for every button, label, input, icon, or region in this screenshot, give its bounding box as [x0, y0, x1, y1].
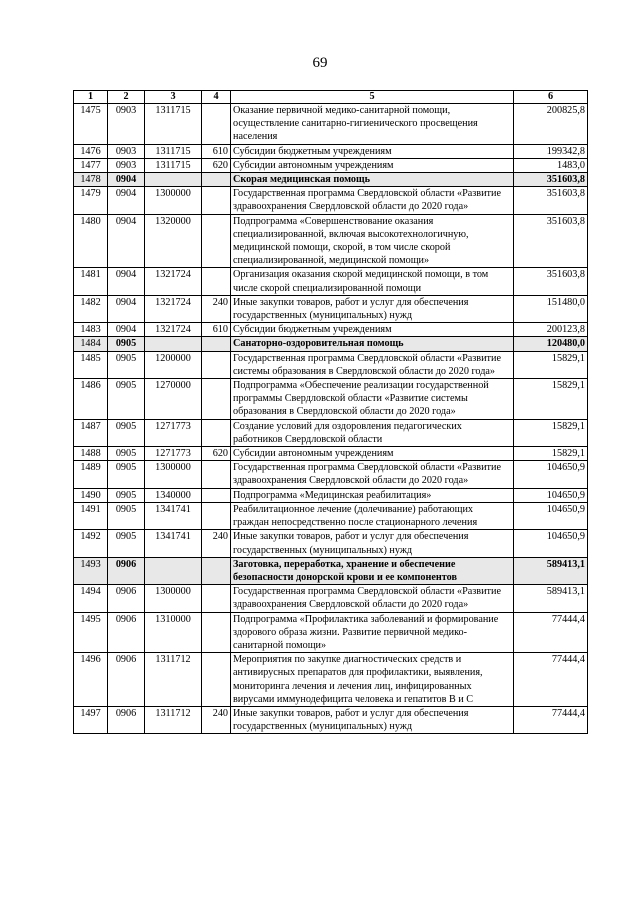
item-name-cell: Подпрограмма «Профилактика заболеваний и формирование здорового образа жизни. Развитие первичной медико-санитарной помощи»: [231, 612, 514, 653]
amount-cell: 589413,1: [514, 585, 588, 612]
expense-type-code-cell: 240: [202, 706, 231, 733]
amount-cell: 351603,8: [514, 268, 588, 295]
target-article-code-cell: [145, 337, 202, 351]
table-body: [74, 104, 588, 734]
row-number-cell: 1490: [74, 488, 108, 502]
table-row: [74, 612, 588, 653]
amount-cell: 15829,1: [514, 379, 588, 420]
section-code-cell: 0905: [108, 447, 145, 461]
expense-type-code-cell: [202, 461, 231, 488]
item-name-cell: Скорая медицинская помощь: [231, 173, 514, 187]
table-row: [74, 461, 588, 488]
row-number-cell: 1487: [74, 419, 108, 446]
section-code-cell: 0906: [108, 706, 145, 733]
target-article-code-cell: 1300000: [145, 585, 202, 612]
row-number-cell: 1480: [74, 214, 108, 268]
item-name-cell: Подпрограмма «Медицинская реабилитация»: [231, 488, 514, 502]
header-col-4: 4: [202, 91, 231, 104]
expense-type-code-cell: [202, 612, 231, 653]
row-number-cell: 1476: [74, 144, 108, 158]
row-number-cell: 1494: [74, 585, 108, 612]
section-code-cell: 0905: [108, 461, 145, 488]
row-number-cell: 1483: [74, 323, 108, 337]
item-name-cell: Государственная программа Свердловской области «Развитие здравоохранения Свердловской области до 2020 года»: [231, 461, 514, 488]
amount-cell: 15829,1: [514, 447, 588, 461]
header-col-1: 1: [74, 91, 108, 104]
table-row: [74, 502, 588, 529]
table-row: [74, 653, 588, 707]
item-name-cell: Реабилитационное лечение (долечивание) работающих граждан непосредственно после стационарного лечения: [231, 502, 514, 529]
section-code-cell: 0906: [108, 653, 145, 707]
expense-type-code-cell: [202, 104, 231, 145]
item-name-cell: Государственная программа Свердловской области «Развитие системы образования в Свердловской области до 2020 года»: [231, 351, 514, 378]
target-article-code-cell: 1311715: [145, 144, 202, 158]
row-number-cell: 1477: [74, 158, 108, 172]
target-article-code-cell: 1271773: [145, 419, 202, 446]
table-row: [74, 488, 588, 502]
row-number-cell: 1488: [74, 447, 108, 461]
row-number-cell: 1497: [74, 706, 108, 733]
amount-cell: 104650,9: [514, 502, 588, 529]
amount-cell: 351603,8: [514, 187, 588, 214]
expense-type-code-cell: [202, 379, 231, 420]
amount-cell: 351603,8: [514, 173, 588, 187]
amount-cell: 15829,1: [514, 351, 588, 378]
section-code-cell: 0904: [108, 187, 145, 214]
target-article-code-cell: 1270000: [145, 379, 202, 420]
section-code-cell: 0904: [108, 173, 145, 187]
row-number-cell: 1475: [74, 104, 108, 145]
amount-cell: 589413,1: [514, 557, 588, 584]
target-article-code-cell: 1271773: [145, 447, 202, 461]
section-code-cell: 0906: [108, 585, 145, 612]
row-number-cell: 1481: [74, 268, 108, 295]
item-name-cell: Иные закупки товаров, работ и услуг для обеспечения государственных (муниципальных) нужд: [231, 530, 514, 557]
header-col-6: 6: [514, 91, 588, 104]
section-code-cell: 0903: [108, 144, 145, 158]
row-number-cell: 1493: [74, 557, 108, 584]
item-name-cell: Субсидии бюджетным учреждениям: [231, 144, 514, 158]
target-article-code-cell: 1200000: [145, 351, 202, 378]
amount-cell: 151480,0: [514, 295, 588, 322]
target-article-code-cell: [145, 557, 202, 584]
table-row: [74, 706, 588, 733]
row-number-cell: 1479: [74, 187, 108, 214]
table-row: [74, 158, 588, 172]
expense-type-code-cell: [202, 214, 231, 268]
page-number: 69: [312, 55, 328, 71]
item-name-cell: Иные закупки товаров, работ и услуг для обеспечения государственных (муниципальных) нужд: [231, 295, 514, 322]
header-col-2: 2: [108, 91, 145, 104]
expense-type-code-cell: [202, 351, 231, 378]
item-name-cell: Подпрограмма «Обеспечение реализации государственной программы Свердловской области «Развитие системы образования в Свердловской области до 2020 года»: [231, 379, 514, 420]
target-article-code-cell: 1311712: [145, 653, 202, 707]
expense-type-code-cell: [202, 419, 231, 446]
expense-type-code-cell: 620: [202, 447, 231, 461]
expense-type-code-cell: 610: [202, 144, 231, 158]
target-article-code-cell: 1311715: [145, 104, 202, 145]
item-name-cell: Оказание первичной медико-санитарной помощи, осуществление санитарно-гигиенического просвещения населения: [231, 104, 514, 145]
target-article-code-cell: 1310000: [145, 612, 202, 653]
expense-type-code-cell: [202, 187, 231, 214]
row-number-cell: 1492: [74, 530, 108, 557]
table-row: [74, 351, 588, 378]
target-article-code-cell: 1300000: [145, 461, 202, 488]
expense-type-code-cell: [202, 585, 231, 612]
amount-cell: 77444,4: [514, 653, 588, 707]
table-row: [74, 557, 588, 584]
row-number-cell: 1489: [74, 461, 108, 488]
table-row: [74, 447, 588, 461]
row-number-cell: 1491: [74, 502, 108, 529]
target-article-code-cell: 1321724: [145, 268, 202, 295]
expense-type-code-cell: [202, 268, 231, 295]
amount-cell: 77444,4: [514, 706, 588, 733]
row-number-cell: 1485: [74, 351, 108, 378]
section-code-cell: 0903: [108, 104, 145, 145]
section-code-cell: 0904: [108, 323, 145, 337]
expense-type-code-cell: 610: [202, 323, 231, 337]
section-code-cell: 0904: [108, 295, 145, 322]
section-code-cell: 0903: [108, 158, 145, 172]
section-code-cell: 0905: [108, 419, 145, 446]
amount-cell: 104650,9: [514, 488, 588, 502]
table-row: [74, 585, 588, 612]
header-col-5: 5: [231, 91, 514, 104]
section-code-cell: 0905: [108, 488, 145, 502]
amount-cell: 15829,1: [514, 419, 588, 446]
amount-cell: 199342,8: [514, 144, 588, 158]
item-name-cell: Подпрограмма «Совершенствование оказания специализированной, включая высокотехнологичную, медицинской помощи, скорой, в том числе скорой специализированной, медицинской помощи»: [231, 214, 514, 268]
item-name-cell: Заготовка, переработка, хранение и обеспечение безопасности донорской крови и ее компонентов: [231, 557, 514, 584]
target-article-code-cell: 1321724: [145, 295, 202, 322]
row-number-cell: 1484: [74, 337, 108, 351]
row-number-cell: 1478: [74, 173, 108, 187]
table-row: [74, 144, 588, 158]
expense-type-code-cell: 240: [202, 295, 231, 322]
target-article-code-cell: [145, 173, 202, 187]
table-header: [74, 91, 588, 104]
table-row: [74, 214, 588, 268]
item-name-cell: Организация оказания скорой медицинской помощи, в том числе скорой специализированной помощи: [231, 268, 514, 295]
item-name-cell: Создание условий для оздоровления педагогических работников Свердловской области: [231, 419, 514, 446]
section-code-cell: 0904: [108, 214, 145, 268]
target-article-code-cell: 1341741: [145, 502, 202, 529]
amount-cell: 120480,0: [514, 337, 588, 351]
item-name-cell: Субсидии бюджетным учреждениям: [231, 323, 514, 337]
target-article-code-cell: 1311712: [145, 706, 202, 733]
table-row: [74, 104, 588, 145]
expense-type-code-cell: 620: [202, 158, 231, 172]
section-code-cell: 0905: [108, 351, 145, 378]
header-row: [74, 91, 588, 104]
expense-type-code-cell: [202, 337, 231, 351]
target-article-code-cell: 1311715: [145, 158, 202, 172]
amount-cell: 1483,0: [514, 158, 588, 172]
table-row: [74, 295, 588, 322]
budget-table: [73, 90, 588, 734]
target-article-code-cell: 1341741: [145, 530, 202, 557]
amount-cell: 77444,4: [514, 612, 588, 653]
item-name-cell: Иные закупки товаров, работ и услуг для обеспечения государственных (муниципальных) нужд: [231, 706, 514, 733]
section-code-cell: 0906: [108, 557, 145, 584]
amount-cell: 104650,9: [514, 530, 588, 557]
item-name-cell: Государственная программа Свердловской области «Развитие здравоохранения Свердловской области до 2020 года»: [231, 585, 514, 612]
item-name-cell: Субсидии автономным учреждениям: [231, 447, 514, 461]
table-row: [74, 530, 588, 557]
target-article-code-cell: 1320000: [145, 214, 202, 268]
section-code-cell: 0905: [108, 530, 145, 557]
amount-cell: 200123,8: [514, 323, 588, 337]
table-row: [74, 173, 588, 187]
target-article-code-cell: 1321724: [145, 323, 202, 337]
item-name-cell: Мероприятия по закупке диагностических средств и антивирусных препаратов для профилактики, выявления, мониторинга лечения и лечения лиц, инфицированных вирусами иммунодефицита человека и гепатитов В и С: [231, 653, 514, 707]
expense-type-code-cell: [202, 557, 231, 584]
expense-type-code-cell: [202, 488, 231, 502]
section-code-cell: 0905: [108, 337, 145, 351]
item-name-cell: Государственная программа Свердловской области «Развитие здравоохранения Свердловской области до 2020 года»: [231, 187, 514, 214]
target-article-code-cell: 1340000: [145, 488, 202, 502]
table-row: [74, 419, 588, 446]
amount-cell: 200825,8: [514, 104, 588, 145]
expense-type-code-cell: [202, 653, 231, 707]
section-code-cell: 0905: [108, 502, 145, 529]
amount-cell: 351603,8: [514, 214, 588, 268]
section-code-cell: 0904: [108, 268, 145, 295]
item-name-cell: Субсидии автономным учреждениям: [231, 158, 514, 172]
row-number-cell: 1495: [74, 612, 108, 653]
item-name-cell: Санаторно-оздоровительная помощь: [231, 337, 514, 351]
expense-type-code-cell: [202, 502, 231, 529]
section-code-cell: 0905: [108, 379, 145, 420]
table-row: [74, 323, 588, 337]
table-row: [74, 187, 588, 214]
amount-cell: 104650,9: [514, 461, 588, 488]
section-code-cell: 0906: [108, 612, 145, 653]
header-col-3: 3: [145, 91, 202, 104]
row-number-cell: 1482: [74, 295, 108, 322]
table-row: [74, 268, 588, 295]
row-number-cell: 1486: [74, 379, 108, 420]
expense-type-code-cell: 240: [202, 530, 231, 557]
table-row: [74, 337, 588, 351]
row-number-cell: 1496: [74, 653, 108, 707]
target-article-code-cell: 1300000: [145, 187, 202, 214]
table-row: [74, 379, 588, 420]
expense-type-code-cell: [202, 173, 231, 187]
